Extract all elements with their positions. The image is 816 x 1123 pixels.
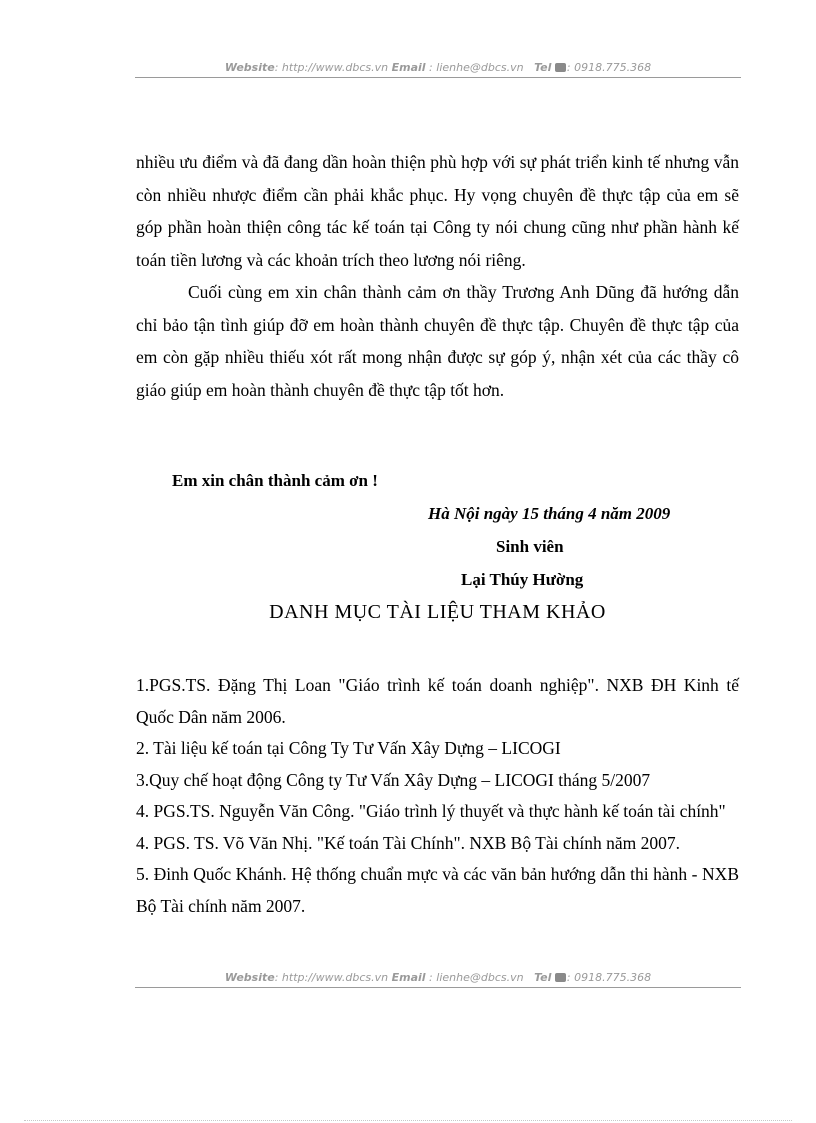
phone-icon: [555, 63, 566, 72]
footer-tel-label: Tel: [534, 971, 552, 984]
header-website-label: Website: [224, 61, 275, 74]
header-tel-value: : 0918.775.368: [566, 61, 652, 74]
footer-tel-value: : 0918.775.368: [566, 971, 652, 984]
page-bottom-border: [24, 1120, 792, 1121]
header-tel-label: Tel: [534, 61, 552, 74]
header-email-link[interactable]: : lienhe@dbcs.vn: [425, 61, 524, 74]
signature-name: Lại Thúy Hường: [461, 570, 584, 589]
reference-item: 4. PGS.TS. Nguyễn Văn Công. "Giáo trình lý thuyết và thực hành kế toán tài chính": [136, 801, 726, 821]
footer-website-label: Website: [224, 971, 275, 984]
reference-item: 5. Đinh Quốc Khánh. Hệ thống chuẩn mực và các văn bản hướng dẫn thi hành - NXB Bộ Tài chính năm 2007.: [136, 864, 739, 916]
thanks-line: Em xin chân thành cảm ơn !: [172, 471, 378, 490]
references-list: [136, 670, 739, 922]
header-email-label: Email: [391, 61, 426, 74]
references-title: DANH MỤC TÀI LIỆU THAM KHẢO: [269, 601, 606, 623]
paragraph-conclusion: nhiều ưu điểm và đã đang dần hoàn thiện phù hợp với sự phát triển kinh tế nhưng vẫn còn nhiều nhược điểm cần phải khắc phục. Hy vọng chuyên đề thực tập của em sẽ góp phần hoàn thiện công tác kế toán tại Công ty nói chung cũng như phần hành kế toán tiền lương và các khoản trích theo lương nói riêng.: [136, 152, 739, 270]
signature-role: Sinh viên: [496, 537, 564, 556]
footer-website-link[interactable]: : http://www.dbcs.vn: [274, 971, 389, 984]
body-text: [136, 146, 739, 406]
phone-icon: [555, 973, 566, 982]
reference-item: 3.Quy chế hoạt động Công ty Tư Vấn Xây Dựng – LICOGI tháng 5/2007: [136, 769, 651, 790]
footer-email-label: Email: [391, 971, 426, 984]
page-footer: [135, 971, 741, 988]
header-website-link[interactable]: : http://www.dbcs.vn: [274, 61, 389, 74]
page-header: [135, 61, 741, 78]
reference-item: 4. PGS. TS. Võ Văn Nhị. "Kế toán Tài Chính". NXB Bộ Tài chính năm 2007.: [136, 832, 680, 853]
footer-email-link[interactable]: : lienhe@dbcs.vn: [425, 971, 524, 984]
reference-item: 1.PGS.TS. Đặng Thị Loan "Giáo trình kế toán doanh nghiệp". NXB ĐH Kinh tế Quốc Dân năm 2006.: [136, 675, 739, 727]
signature-date: Hà Nội ngày 15 tháng 4 năm 2009: [428, 504, 671, 523]
reference-item: 2. Tài liệu kế toán tại Công Ty Tư Vấn Xây Dựng – LICOGI: [136, 738, 561, 758]
paragraph-thanks: Cuối cùng em xin chân thành cảm ơn thầy Trương Anh Dũng đã hướng dẫn chỉ bảo tận tình giúp đỡ em hoàn thành chuyên đề thực tập. Chuyên đề thực tập của em còn gặp nhiều thiếu xót rất mong nhận được sự góp ý, nhận xét của các thầy cô giáo giúp em hoàn thành chuyên đề thực tập tốt hơn.: [136, 282, 739, 400]
